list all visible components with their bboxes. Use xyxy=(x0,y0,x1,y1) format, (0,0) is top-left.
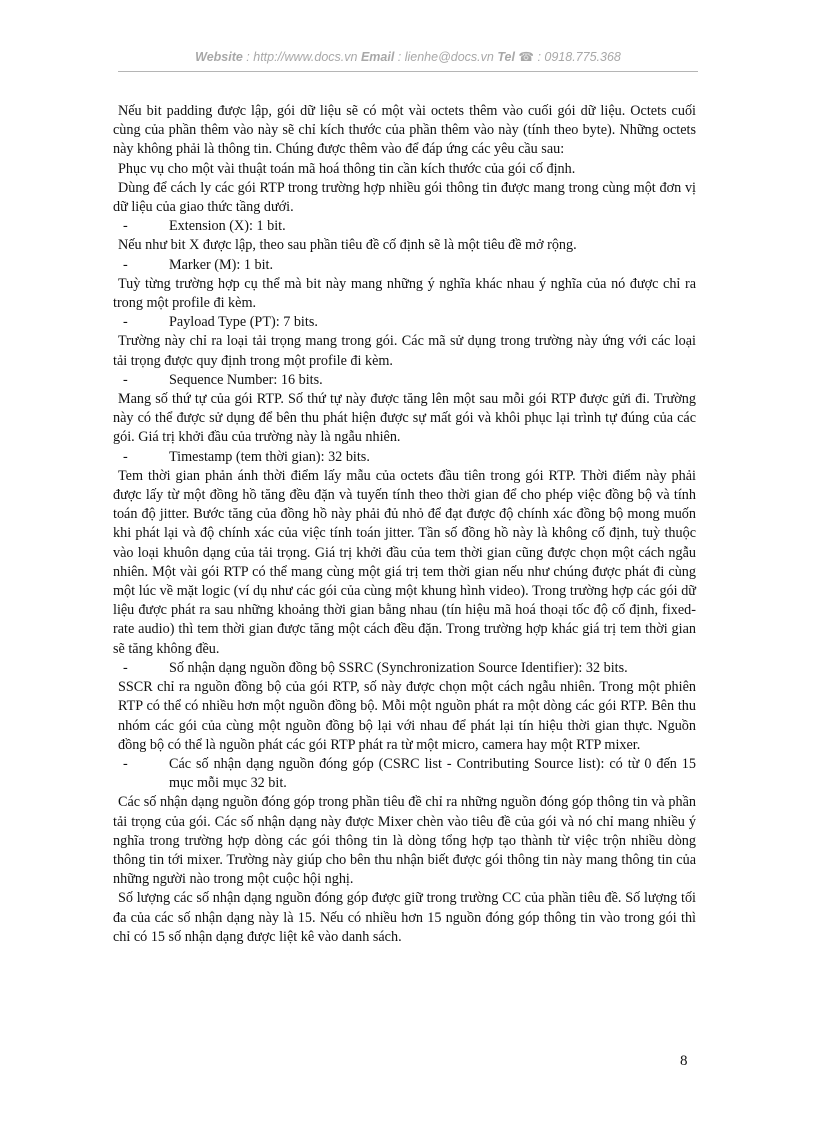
website-value: : http://www.docs.vn xyxy=(242,50,361,64)
header-divider xyxy=(118,71,698,72)
website-label: Website xyxy=(195,50,243,64)
bullet-dash: - xyxy=(123,256,128,273)
bullet-ssrc xyxy=(113,659,696,678)
page-number: 8 xyxy=(680,1053,688,1069)
bullet-text: Extension (X): 1 bit. xyxy=(169,218,286,235)
bullet-dash: - xyxy=(123,659,128,676)
paragraph-csrc-count: Số lượng các số nhận dạng nguồn đóng góp được giữ trong trường CC của phần tiêu đề. Số lượng tối đa của các số nhận dạng này là 15. Nếu có nhiều hơn 15 nguồn đóng góp thông tin vào trong gói thì chỉ có 15 số nhận dạng được liệt kê vào danh sách. xyxy=(113,890,696,945)
tel-label: Tel xyxy=(497,50,515,64)
bullet-text: Số nhận dạng nguồn đồng bộ SSRC (Synchronization Source Identifier): 32 bits. xyxy=(169,659,628,676)
bullet-text: Các số nhận dạng nguồn đóng góp (CSRC list - Contributing Source list): có từ 0 đến 15 mục mỗi mục 32 bit. xyxy=(169,755,696,792)
bullet-dash: - xyxy=(123,371,128,388)
bullet-text: Marker (M): 1 bit. xyxy=(169,256,274,273)
paragraph-timestamp: Tem thời gian phản ánh thời điểm lấy mẫu của octets đầu tiên trong gói RTP. Thời điểm này phải được lấy từ một đồng hồ tăng đều đặn và tuyến tính theo thời gian để cho phép việc đồng bộ và tính toán độ jitter. Bước tăng của đồng hồ này phải đủ nhỏ để đạt được độ chính xác đồng bộ mong muốn khi phát lại và độ chính xác của việc tính toán jitter. Tần số đồng hồ này là không cố định, tuỳ thuộc vào loại khuôn dạng của tải trọng. Giá trị khởi đầu của tem thời gian cũng được chọn một cách ngẫu nhiên. Một vài gói RTP có thể mang cùng một giá trị tem thời gian nếu như chúng được phát đi cùng một lúc về mặt logic (ví dụ như các gói của cùng một khung hình video). Trong trường hợp các gói dữ liệu được phát ra sau những khoảng thời gian bằng nhau (tín hiệu mã hoá thoại tốc độ cố định, fixed-rate audio) thì tem thời gian được tăng một cách đều đặn. Trong trường hợp khác giá trị tem thời gian sẽ tăng không đều. xyxy=(113,467,696,657)
paragraph-extension: Nếu như bit X được lập, theo sau phần tiêu đề cố định sẽ là một tiêu đề mở rộng. xyxy=(118,237,577,254)
bullet-extension xyxy=(113,217,696,236)
email-value: : lienhe@docs.vn xyxy=(394,50,498,64)
bullet-text: Payload Type (PT): 7 bits. xyxy=(169,314,318,331)
email-label: Email xyxy=(360,50,395,64)
bullet-text: Sequence Number: 16 bits. xyxy=(169,371,323,388)
document-body xyxy=(113,102,696,947)
bullet-csrc xyxy=(113,755,696,793)
tel-value: ☎ : 0918.775.368 xyxy=(514,50,621,64)
bullet-dash: - xyxy=(123,448,128,465)
bullet-dash: - xyxy=(123,314,128,331)
paragraph-marker: Tuỳ từng trường hợp cụ thể mà bit này mang những ý nghĩa khác nhau ý nghĩa của nó được chỉ ra trong một profile đi kèm. xyxy=(113,275,696,312)
bullet-dash: - xyxy=(123,218,128,235)
bullet-marker xyxy=(113,256,696,275)
bullet-sequence-number xyxy=(113,371,696,390)
page-header xyxy=(118,49,698,64)
paragraph-fixed-size: Phục vụ cho một vài thuật toán mã hoá thông tin cần kích thước của gói cố định. xyxy=(118,160,576,177)
bullet-payload-type xyxy=(113,313,696,332)
paragraph-isolation: Dùng để cách ly các gói RTP trong trường hợp nhiều gói thông tin được mang trong cùng một đơn vị dữ liệu của giao thức tầng dưới. xyxy=(113,179,696,216)
bullet-timestamp xyxy=(113,448,696,467)
bullet-dash: - xyxy=(123,755,128,772)
bullet-text: Timestamp (tem thời gian): 32 bits. xyxy=(169,448,370,465)
paragraph-csrc: Các số nhận dạng nguồn đóng góp trong phần tiêu đề chỉ ra những nguồn đóng góp thông tin và phần tải trọng của gói. Các số nhận dạng này được Mixer chèn vào tiêu đề của gói và nó chỉ mang nhiều ý nghĩa trong trường hợp dòng các gói thông tin là dòng tổng hợp tạo thành từ việc trộn nhiều dòng thông tin tới mixer. Trường này giúp cho bên thu nhận biết được gói thông tin này mang thông tin của những người nào trong một cuộc hội nghị. xyxy=(113,794,696,888)
paragraph-padding: Nếu bit padding được lập, gói dữ liệu sẽ có một vài octets thêm vào cuối gói dữ liệu. Octets cuối cùng của phần thêm vào này sẽ chỉ kích thước của phần thêm vào này (tính theo byte). Những octets này không phải là thông tin. Chúng được thêm vào để đáp ứng các yêu cầu sau: xyxy=(113,103,696,158)
paragraph-sequence-number: Mang số thứ tự của gói RTP. Số thứ tự này được tăng lên một sau mỗi gói RTP được gửi đi. Trường này có thể được sử dụng để bên thu phát hiện được sự mất gói và khôi phục lại trình tự đúng của các gói. Giá trị khởi đầu của trường này là ngẫu nhiên. xyxy=(113,391,696,446)
paragraph-payload-type: Trường này chỉ ra loại tải trọng mang trong gói. Các mã sử dụng trong trường này ứng với các loại tải trọng được quy định trong một profile đi kèm. xyxy=(113,333,696,369)
paragraph-ssrc: SSCR chỉ ra nguồn đồng bộ của gói RTP, số này được chọn một cách ngẫu nhiên. Trong một phiên RTP có thể có nhiều hơn một nguồn đồng bộ. Mỗi một nguồn phát ra một dòng các gói RTP. Bên thu nhóm các gói của cùng một nguồn đồng bộ lại với nhau để phát lại tín hiệu thời gian thực. Nguồn đồng bộ có thể là nguồn phát các gói RTP phát ra từ một micro, camera hay một RTP mixer. xyxy=(118,679,696,753)
